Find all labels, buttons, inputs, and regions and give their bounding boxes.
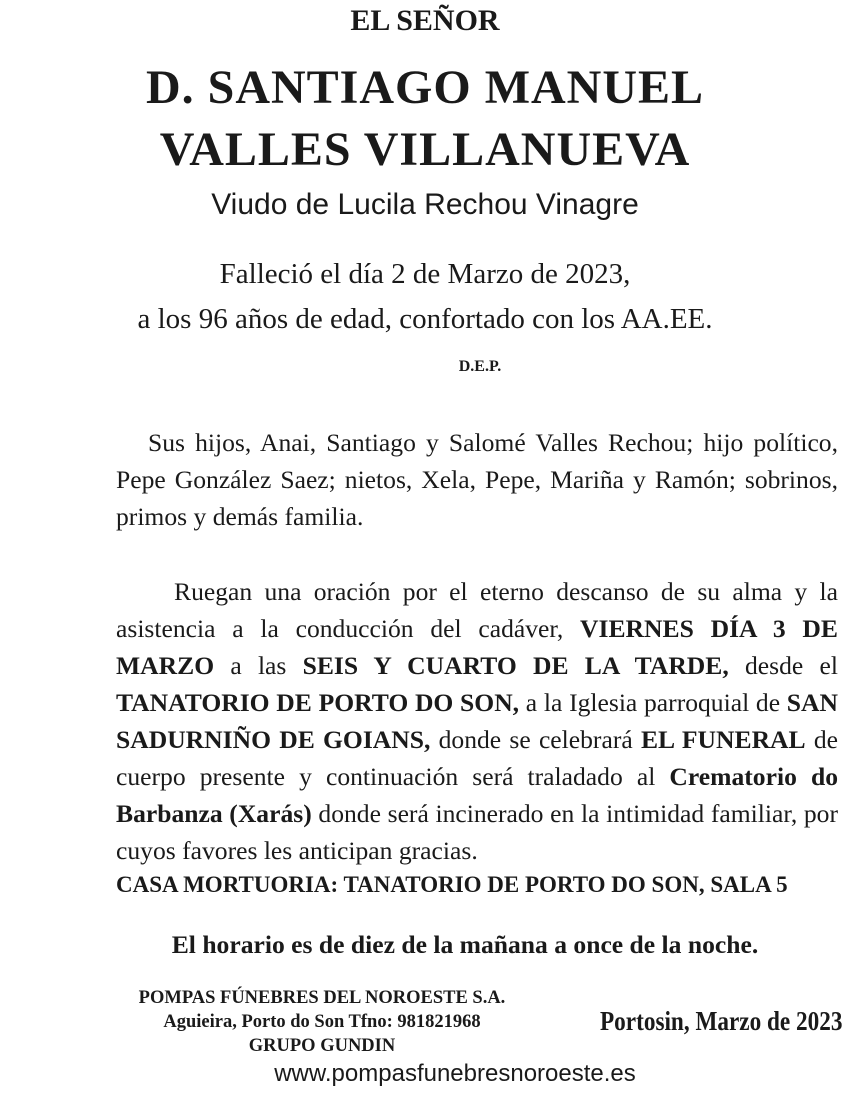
request-origin: TANATORIO DE PORTO DO SON,	[116, 688, 520, 717]
visiting-hours: El horario es de diez de la mañana a once de la noche.	[171, 930, 759, 959]
dep-text: D.E.P.	[458, 358, 502, 375]
death-age-text: a los 96 años de edad, confortado con los AA.EE.	[137, 303, 713, 335]
request-text: de cuerpo presente y continuación será traladado al	[116, 725, 838, 791]
death-date-text: Falleció el día 2 de Marzo de 2023,	[219, 258, 631, 290]
request-text: desde el	[728, 651, 838, 680]
request-paragraph	[116, 573, 838, 869]
request-text: a las	[214, 651, 303, 680]
mortuary-location: CASA MORTUORIA: TANATORIO DE PORTO DO SON, SALA 5	[116, 872, 788, 897]
family-paragraph	[116, 424, 838, 535]
request-funeral: EL FUNERAL	[640, 725, 806, 754]
request-text: donde será incinerado en la intimidad familiar, por cuyos favores les anticipan gracias.	[116, 799, 838, 865]
deceased-name-line2: VALLES VILLANUEVA	[159, 123, 691, 176]
widow-of-text: Viudo de Lucila Rechou Vinagre	[211, 188, 639, 221]
company-name: POMPAS FÚNEBRES DEL NOROESTE S.A.	[138, 988, 506, 1008]
request-crematorium: Crematorio do Barbanza (Xarás)	[116, 762, 838, 828]
funeral-company-block	[72, 986, 572, 1058]
title-el-senor: EL SEÑOR	[350, 4, 500, 37]
request-text: Ruegan una oración por el eterno descanso de su alma y la asistencia a la conducción del cadáver,	[116, 577, 838, 643]
place-date: Portosin, Marzo de 2023	[600, 1006, 843, 1036]
request-church: SAN SADURNIÑO DE GOIANS,	[116, 688, 838, 754]
request-time: SEIS Y CUARTO DE LA TARDE,	[302, 651, 729, 680]
website-link[interactable]: www.pompasfunebresnoroeste.es	[274, 1060, 636, 1087]
company-group: GRUPO GUNDIN	[248, 1036, 396, 1056]
deceased-name-line1: D. SANTIAGO MANUEL	[145, 61, 705, 114]
request-date: VIERNES DÍA 3 DE MARZO	[116, 614, 838, 680]
request-text: donde se celebrará	[430, 725, 641, 754]
request-text: a la Iglesia parroquial de	[519, 688, 787, 717]
family-text: Sus hijos, Anai, Santiago y Salomé Valles Rechou; hijo político, Pepe González Saez; nietos, Xela, Pepe, Mariña y Ramón; sobrinos, primos y demás familia.	[116, 428, 838, 531]
company-address: Aguieira, Porto do Son Tfno: 981821968	[163, 1012, 481, 1032]
